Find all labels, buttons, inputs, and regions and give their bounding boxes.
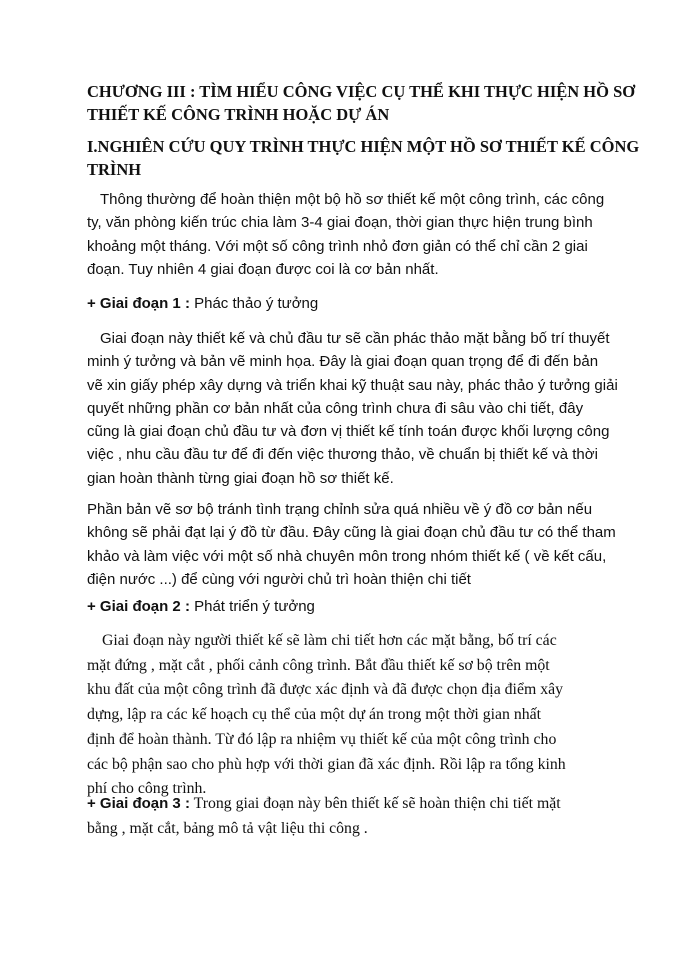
stage2-line-4: dựng, lập ra các kế hoạch cụ thể của một dự án trong một thời gian nhất xyxy=(87,706,542,724)
stage1-heading xyxy=(87,292,647,315)
stage1-paragraph-1 xyxy=(87,327,647,490)
section-heading-line-2: TRÌNH xyxy=(87,160,142,179)
stage1-title: Phác thảo ý tưởng xyxy=(189,295,319,312)
stage1-p1-line-2: minh ý tưởng và bản vẽ minh họa. Đây là giai đoạn quan trọng để đi đến bản xyxy=(87,353,599,371)
stage2-heading xyxy=(87,595,647,618)
section-heading xyxy=(87,135,640,181)
stage1-p2-line-3: khảo và làm việc với một số nhà chuyên môn trong nhóm thiết kế ( về kết cấu, xyxy=(87,547,607,565)
intro-line-2: ty, văn phòng kiến trúc chia làm 3-4 giai đoạn, thời gian thực hiện trung bình xyxy=(87,214,593,232)
stage1-paragraph-2 xyxy=(87,498,647,591)
stage2-title: Phát triển ý tưởng xyxy=(189,598,315,615)
stage1-p1-line-5: cũng là giai đoạn chủ đầu tư và đơn vị thiết kế tính toán được khối lượng công xyxy=(87,423,610,441)
stage3-paragraph xyxy=(87,792,647,841)
stage3-line-1 xyxy=(87,792,647,817)
stage3-line-2: bằng , mặt cắt, bảng mô tả vật liệu thi công . xyxy=(87,819,368,837)
stage1-p2-line-4: điện nước ...) để cùng với người chủ trì hoàn thiện chi tiết xyxy=(87,570,471,588)
chapter-heading-line-2: THIẾT KẾ CÔNG TRÌNH HOẶC DỰ ÁN xyxy=(87,105,390,124)
stage1-p1-line-7: gian hoàn thành từng giai đoạn hồ sơ thiết kế. xyxy=(87,469,394,487)
stage2-line-2: mặt đứng , mặt cắt , phối cảnh công trình. Bắt đầu thiết kế sơ bộ trên một xyxy=(87,656,550,674)
stage1-p1-line-4: quyết những phần cơ bản nhất của công trình chưa đi sâu vào chi tiết, đây xyxy=(87,399,584,417)
chapter-heading-line-1: CHƯƠNG III : TÌM HIỂU CÔNG VIỆC CỤ THỂ KHI THỰC HIỆN HỒ SƠ xyxy=(87,82,636,101)
stage1-p2-line-1: Phần bản vẽ sơ bộ tránh tình trạng chỉnh sửa quá nhiều về ý đồ cơ bản nếu xyxy=(87,501,593,518)
intro-line-3: khoảng một tháng. Với một số công trình nhỏ đơn giản có thể chỉ cần 2 giai xyxy=(87,237,588,255)
stage1-p1-line-3: vẽ xin giấy phép xây dựng và triển khai kỹ thuật sau này, phác thảo ý tưởng giải xyxy=(87,376,618,394)
stage2-label: + Giai đoạn 2 : xyxy=(87,598,190,615)
stage2-line-7: phí cho công trình. xyxy=(87,780,207,798)
stage1-p1-line-6: việc , nhu cầu đầu tư để đi đến việc thương thảo, về chuẩn bị thiết kế và thời xyxy=(87,446,598,464)
stage1-p2-line-2: không sẽ phải đạt lại ý đồ từ đầu. Đây cũng là giai đoạn chủ đầu tư có thể tham xyxy=(87,524,616,542)
stage2-paragraph xyxy=(87,629,647,802)
chapter-heading xyxy=(87,80,636,126)
stage2-line-1: Giai đoạn này người thiết kế sẽ làm chi tiết hơn các mặt bằng, bố trí các xyxy=(102,632,557,649)
section-heading-line-1: I.NGHIÊN CỨU QUY TRÌNH THỰC HIỆN MỘT HỒ SƠ THIẾT KẾ CÔNG xyxy=(87,137,640,156)
intro-line-4: đoạn. Tuy nhiên 4 giai đoạn được coi là cơ bản nhất. xyxy=(87,260,439,278)
stage1-label: + Giai đoạn 1 : xyxy=(87,295,190,312)
stage2-line-5: định để hoàn thành. Từ đó lập ra nhiệm vụ thiết kế của một công trình cho xyxy=(87,730,557,748)
stage2-line-6: các bộ phận sao cho phù hợp với thời gian đã xác định. Rồi lập ra tổng kinh xyxy=(87,755,566,773)
intro-paragraph xyxy=(87,188,647,281)
stage1-p1-line-1: Giai đoạn này thiết kế và chủ đầu tư sẽ cần phác thảo mặt bằng bố trí thuyết xyxy=(100,330,610,347)
intro-line-1: Thông thường để hoàn thiện một bộ hồ sơ thiết kế một công trình, các công xyxy=(100,191,605,208)
stage2-line-3: khu đất của một công trình đã được xác định và đã được chọn địa điểm xây xyxy=(87,681,564,699)
stage3-label: + Giai đoạn 3 : xyxy=(87,795,190,812)
stage3-line-1-text: Trong giai đoạn này bên thiết kế sẽ hoàn thiện chi tiết mặt xyxy=(189,795,561,812)
